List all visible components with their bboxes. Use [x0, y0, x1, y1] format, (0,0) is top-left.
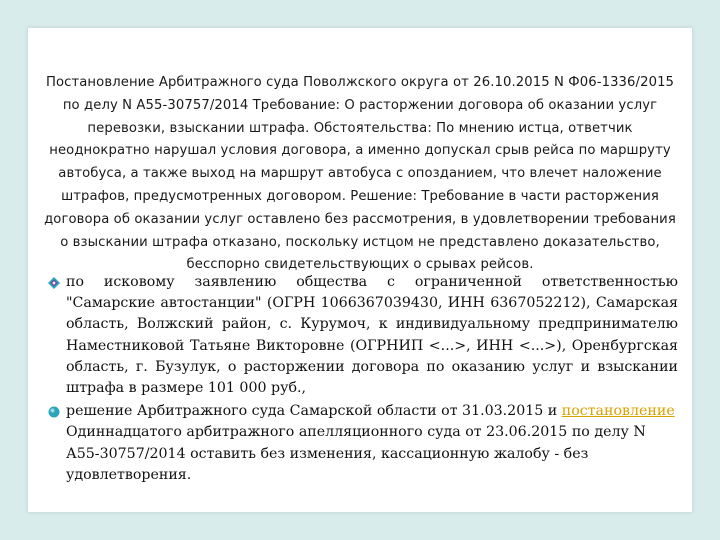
- bullet-item-claim: [48, 272, 678, 399]
- case-summary-text: Постановление Арбитражного суда Поволжского округа от 26.10.2015 N Ф06-1336/2015 по делу N А55-30757/2014 Требование: О расторжении договора об оказании услуг перевозки, взыскании штрафа. Обстоятельства: По мнению истца, ответчик неоднократно нарушал условия договора, а именно допускал срыв рейса по маршруту автобуса, а также выход на маршрут автобуса с опозданием, что влечет наложение штрафов, предусмотренных договором. Решение: Требование в части расторжения договора об оказании услуг оставлено без рассмотрения, в удовлетворении требования о взыскании штрафа отказано, поскольку истцом не представлено доказательство, бесспорно свидетельствующих о срывах рейсов.: [44, 75, 676, 273]
- diamond-check-icon: [48, 277, 60, 289]
- bullet-decision-text-after: Одиннадцатого арбитражного апелляционного суда от 23.06.2015 по делу N А55-30757/2014 оставить без изменения, кассационную жалобу - без удовлетворения.: [66, 424, 646, 483]
- slide: [28, 28, 692, 512]
- bullet-item-decision: [48, 401, 678, 486]
- bullet-claim-text: по исковому заявлению общества с ограниченной ответственностью "Самарские автостанции" (ОГРН 1066367039430, ИНН 6367052212), Самарская область, Волжский район, с. Курумоч, к индивидуальному предпринимателю Наместниковой Татьяне Викторовне (ОГРНИП <...>, ИНН <...>), Оренбургская область, г. Бузулук, о расторжении договора по оказанию услуг и взыскании штрафа в размере 101 000 руб.,: [66, 274, 678, 397]
- bullet-decision-text-before: решение Арбитражного суда Самарской области от 31.03.2015 и: [66, 403, 562, 420]
- round-bullet-icon: [48, 406, 60, 418]
- bullet-list: [48, 272, 678, 488]
- resolution-link[interactable]: постановление: [561, 403, 675, 420]
